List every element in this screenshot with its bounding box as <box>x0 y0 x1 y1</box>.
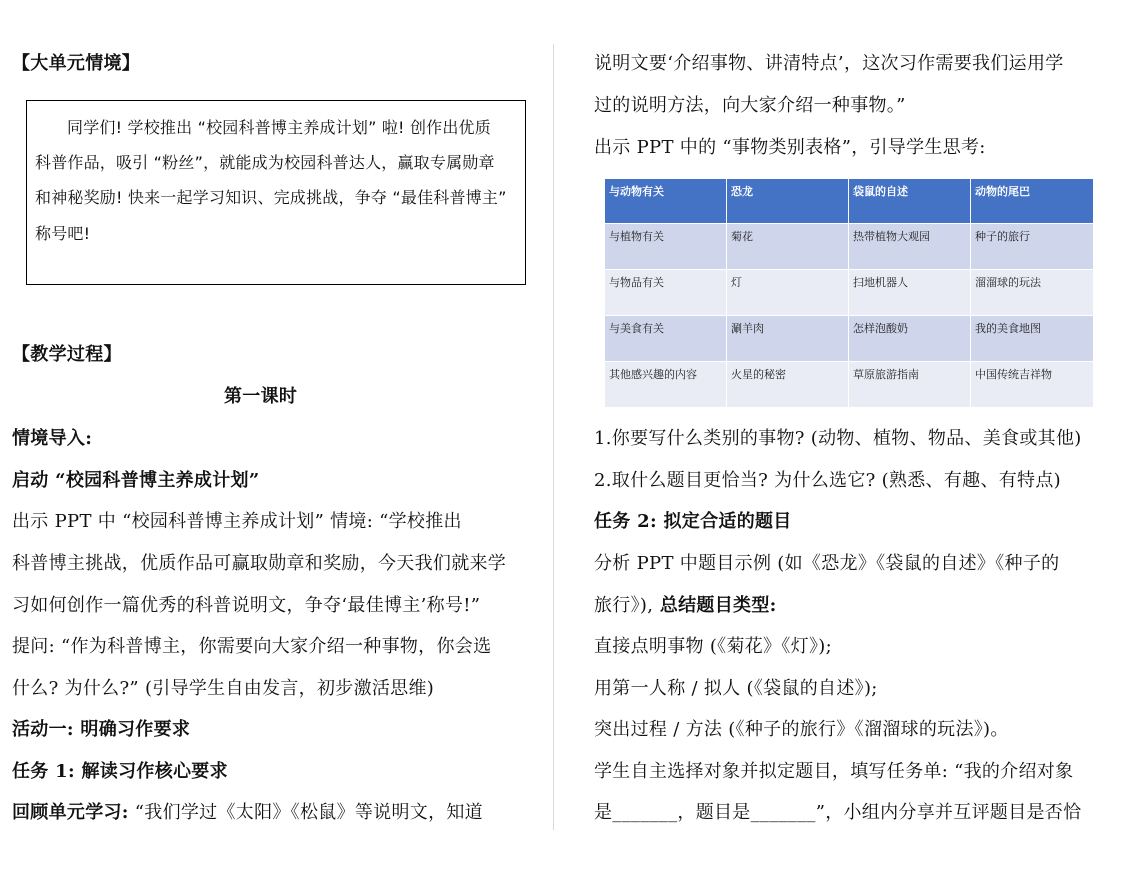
analysis-line: 分析 PPT 中题目示例 (如《恐龙》《袋鼠的自述》《种子的 <box>594 553 1060 574</box>
continued-line: 说明文要‘介绍事物、讲清特点’，这次习作需要我们运用学 <box>594 53 1064 74</box>
section-heading-process: 【教学过程】 <box>12 344 122 365</box>
table-row <box>605 316 1094 362</box>
final-line: 学生自主选择对象并拟定题目，填写任务单: “我的介绍对象 <box>594 761 1074 782</box>
review-text: “我们学过《太阳》《松鼠》等说明文，知道 <box>128 802 483 823</box>
category-table <box>604 178 1094 408</box>
table-cell: 灯 <box>727 270 849 316</box>
table-row <box>605 270 1094 316</box>
box-line: 称号吧! <box>35 224 91 243</box>
analysis-line-2 <box>594 594 777 618</box>
table-cell: 中国传统吉祥物 <box>971 362 1094 408</box>
table-cell: 恐龙 <box>727 179 849 224</box>
box-line: 和神秘奖励! 快来一起学习知识、完成挑战，争夺 “最佳科普博主” <box>35 188 507 207</box>
table-cell: 与物品有关 <box>605 270 727 316</box>
final-line: 是_______，题目是_______”，小组内分享并互评题目是否恰 <box>594 802 1082 823</box>
question-one: 1.你要写什么类别的事物? (动物、植物、物品、美食或其他) <box>594 428 1082 449</box>
table-cell: 袋鼠的自述 <box>849 179 971 224</box>
context-text-box <box>26 100 526 285</box>
title-type-item: 突出过程 / 方法 (《种子的旅行》《溜溜球的玩法》)。 <box>594 719 1009 740</box>
section-heading-context: 【大单元情境】 <box>12 53 141 74</box>
title-type-item: 用第一人称 / 拟人 (《袋鼠的自述》); <box>594 678 878 699</box>
table-intro-line: 出示 PPT 中的 “事物类别表格”，引导学生思考: <box>594 137 986 158</box>
table-cell: 热带植物大观园 <box>849 224 971 270</box>
table-cell: 与植物有关 <box>605 224 727 270</box>
review-label: 回顾单元学习: <box>12 802 129 823</box>
task-one-heading: 任务 1: 解读习作核心要求 <box>12 761 228 782</box>
table-cell: 其他感兴趣的内容 <box>605 362 727 408</box>
table-cell: 我的美食地图 <box>971 316 1094 362</box>
table-cell: 草原旅游指南 <box>849 362 971 408</box>
table-cell: 与动物有关 <box>605 179 727 224</box>
intro-paragraph-line: 科普博主挑战，优质作品可赢取勋章和奖励，今天我们就来学 <box>12 553 507 574</box>
table-cell: 怎样泡酸奶 <box>849 316 971 362</box>
review-line <box>12 801 483 825</box>
table-cell: 涮羊肉 <box>727 316 849 362</box>
table-cell: 扫地机器人 <box>849 270 971 316</box>
intro-heading: 情境导入: <box>12 428 93 449</box>
activity-one-heading: 活动一: 明确习作要求 <box>12 719 191 740</box>
table-header-row <box>605 179 1094 224</box>
table-row <box>605 362 1094 408</box>
table-cell: 溜溜球的玩法 <box>971 270 1094 316</box>
intro-paragraph-line: 什么? 为什么?” (引导学生自由发言，初步激活思维) <box>12 678 435 699</box>
table-cell: 菊花 <box>727 224 849 270</box>
box-line: 同学们! 学校推出 “校园科普博主养成计划” 啦! 创作出优质 <box>67 118 491 137</box>
question-two: 2.取什么题目更恰当? 为什么选它? (熟悉、有趣、有特点) <box>594 470 1061 491</box>
box-line: 科普作品，吸引 “粉丝”，就能成为校园科普达人，赢取专属勋章 <box>35 153 495 172</box>
table-cell: 种子的旅行 <box>971 224 1094 270</box>
title-type-item: 直接点明事物 (《菊花》《灯》); <box>594 636 832 657</box>
continued-line: 过的说明方法，向大家介绍一种事物。” <box>594 95 906 116</box>
analysis-bold: 总结题目类型: <box>653 595 777 616</box>
intro-paragraph-line: 习如何创作一篇优秀的科普说明文，争夺‘最佳博主’称号!” <box>12 595 481 616</box>
start-heading: 启动 “校园科普博主养成计划” <box>12 470 260 491</box>
table-row <box>605 224 1094 270</box>
lesson-title: 第一课时 <box>224 386 298 407</box>
analysis-text: 旅行》), <box>594 595 654 616</box>
table-cell: 火星的秘密 <box>727 362 849 408</box>
intro-paragraph-line: 提问: “作为科普博主，你需要向大家介绍一种事物，你会选 <box>12 636 492 657</box>
task-two-heading: 任务 2: 拟定合适的题目 <box>594 511 792 532</box>
table-cell: 动物的尾巴 <box>971 179 1094 224</box>
table-cell: 与美食有关 <box>605 316 727 362</box>
column-divider <box>553 44 554 830</box>
intro-paragraph-line: 出示 PPT 中 “校园科普博主养成计划” 情境: “学校推出 <box>12 511 462 532</box>
